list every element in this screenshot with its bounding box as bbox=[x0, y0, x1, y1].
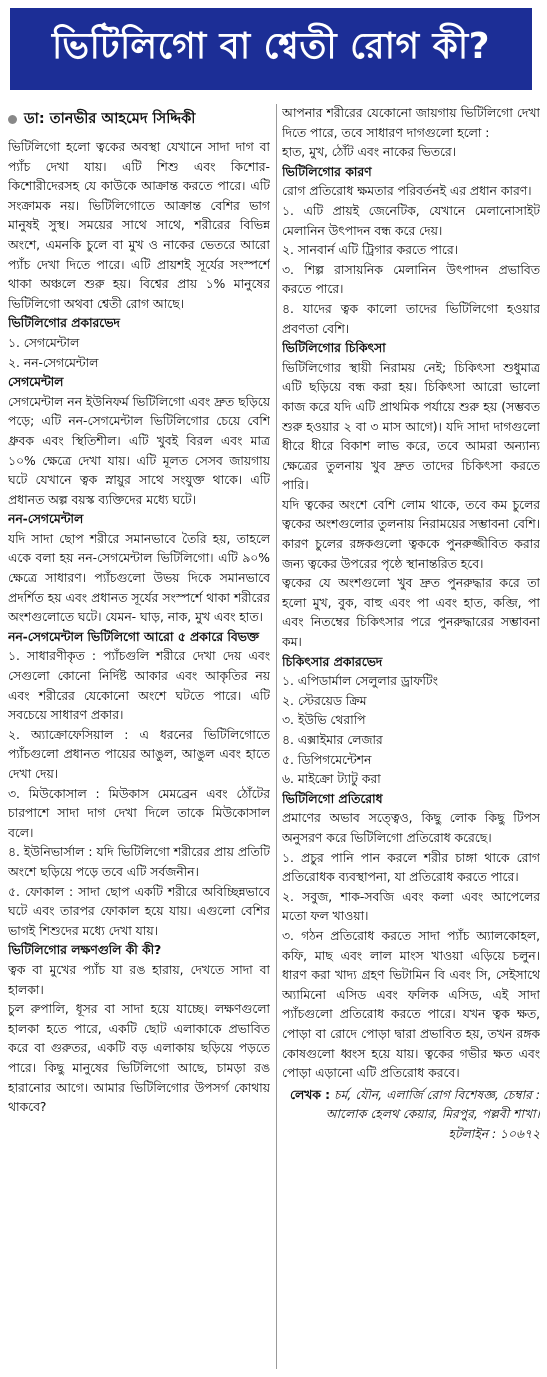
list-item: ৩. ইউভি থেরাপি bbox=[282, 713, 366, 728]
right-column-body bbox=[282, 104, 540, 1084]
paragraph: যদি ত্বকের অংশে বেশি লোম থাকে, তবে কম চুলের ত্বকের অংশগুলোর তুলনায় নিরাময়ের সম্ভাবনা বেশি। কারণ চুলের রঙ্গকগুলো ত্বককে পুনরুজ্জীবিত করার জন্য ত্বকের উপরের পৃষ্ঠে স্থানান্তরিত হবে। bbox=[282, 497, 540, 571]
paragraph: সেগমেন্টাল নন ইউনিফর্ম ভিটিলিগো এবং দ্রুত ছড়িয়ে পড়ে; এটি নন-সেগমেন্টাল ভিটিলিগোর চেয়ে বেশি ধ্রুবক এবং স্থিতিশীল। এটি খুবই বিরল এবং মাত্র ১০% ক্ষেত্রে দেখা যায়। এটি মূলত সেসব জায়গায় ঘটে যেখানে ত্বক স্নায়ুর সাথে সংযুক্ত থাকে। এটি প্রধানত অল্প বয়স্ক ব্যক্তিদের মধ্যে ঘটে। bbox=[8, 394, 270, 507]
credit-text: চর্ম, যৌন, এলার্জি রোগ বিশেষজ্ঞ, চেম্বার : আলোক হেলথ কেয়ার, মিরপুর, পল্লবী শাখা। bbox=[325, 1087, 540, 1122]
section-heading: ভিটিলিগোর লক্ষণগুলি কী কী? bbox=[8, 943, 162, 958]
paragraph: ভিটিলিগো হলো ত্বকের অবস্থা যেখানে সাদা দাগ বা প্যাঁচ দেখা যায়। এটি শিশু এবং কিশোর-কিশোরীদেরসহ যে কাউকে আক্রান্ত করতে পারে। এটি সংক্রামক নয়। ভিটিলিগোতে আক্রান্ত বেশির ভাগ মানুষই সুস্থ। সময়ের সাথে সাথে, শরীরের বিভিন্ন অংশে, এমনকি চুলে বা মুখ ও নাকের ভেতরে আরো প্যাঁচ দেখা দিতে পারে। এটি প্রায়শই সূর্যের সংস্পর্শে থাকা অঞ্চলে শুরু হয়। বিশ্বের প্রায় ১% মানুষের ভিটিলিগো অথবা শ্বেতী রোগ আছে। bbox=[8, 140, 270, 311]
paragraph: ২. সবুজ, শাক-সবজি এবং কলা এবং আপেলের মতো ফল খাওয়া। bbox=[282, 889, 540, 924]
paragraph: রোগ প্রতিরোধ ক্ষমতার পরিবর্তনই এর প্রধান কারণ। bbox=[282, 184, 532, 199]
right-column bbox=[282, 104, 540, 1374]
paragraph: আপনার শরীরের যেকোনো জায়গায় ভিটিলিগো দেখা দিতে পারে, তবে সাধারণ দাগগুলো হলো : bbox=[282, 106, 540, 140]
left-column-body bbox=[8, 138, 270, 1118]
paragraph: যদি সাদা ছোপ শরীরে সমানভাবে তৈরি হয়, তাহলে একে বলা হয় নন-সেগমেন্টাল ভিটিলিগো। এটি ৯০% ক্ষেত্রে সাধারণ। প্যাঁচগুলো উভয় দিকে সমানভাবে প্রদর্শিত হয় এবং প্রধানত সূর্যের সংস্পর্শে থাকা শরীরের অংশগুলোতে ঘটে। যেমন- ঘাড়, নাক, মুখ এবং হাত। bbox=[8, 531, 270, 625]
paragraph: ২. সানবার্ন এটি ট্রিগার করতে পারে। bbox=[282, 243, 458, 258]
list-item: ২. স্টেরয়েড ক্রিম bbox=[282, 693, 367, 708]
left-column bbox=[8, 104, 270, 1374]
paragraph: ২. অ্যাক্রোফেসিয়াল : এ ধরনের ভিটিলিগোতে প্যাঁচগুলো প্রধানত পায়ের আঙুল, আঙুল এবং হাতে দেখা দেয়। bbox=[8, 727, 270, 781]
paragraph: প্রমাণের অভাব সত্ত্বেও, কিছু লোক কিছু টিপস অনুসরণ করে ভিটিলিগো প্রতিরোধ করেছে। bbox=[282, 811, 540, 845]
column-divider bbox=[276, 104, 277, 1369]
credit-label: লেখক : bbox=[290, 1087, 331, 1102]
article-title: ভিটিলিগো বা শ্বেতী রোগ কী? bbox=[51, 26, 491, 67]
paragraph: ৪. ইউনিভার্সাল : যদি ভিটিলিগো শরীরের প্রায় প্রতিটি অংশে ছড়িয়ে পড়ে তবে এটি সর্বজনীন। bbox=[8, 845, 270, 879]
section-heading: ভিটিলিগো প্রতিরোধ bbox=[282, 791, 383, 806]
paragraph: ১. প্রচুর পানি পান করলে শরীর চাঙ্গা থাকে রোগ প্রতিরোধক ব্যবস্থাপনা, যা প্রতিরোধ করতে পারে। bbox=[282, 850, 540, 885]
paragraph: চুল রুপালি, ধূসর বা সাদা হয়ে যাচ্ছে। লক্ষণগুলো হালকা হতে পারে, একটি ছোট এলাকাকে প্রভাবিত করে বা গুরুতর, একটি বড় এলাকায় ছড়িয়ে পড়তে পারে। কিছু মানুষের ভিটিলিগো আছে, চামড়া রঙ হারানোর আগে। আমার ভিটিলিগোর উপসর্গ কোথায় থাকবে? bbox=[8, 1002, 270, 1115]
list-item: ২. নন-সেগমেন্টাল bbox=[8, 355, 99, 370]
title-banner bbox=[10, 8, 532, 90]
list-item: ৬. মাইক্রো ট্যাটু করা bbox=[282, 772, 381, 787]
section-heading: চিকিৎসার প্রকারভেদ bbox=[282, 654, 383, 669]
list-item: ৫. ডিপিগমেন্টেশন bbox=[282, 752, 372, 767]
paragraph: ত্বক বা মুখের প্যাঁচ যা রঙ হারায়, দেখতে সাদা বা হালকা। bbox=[8, 962, 270, 997]
author-name: ডা: তানভীর আহমেদ সিদ্দিকী bbox=[24, 111, 196, 127]
section-heading: ভিটিলিগোর কারণ bbox=[282, 164, 372, 179]
section-heading: সেগমেন্টাল bbox=[8, 375, 64, 390]
paragraph: হাত, মুখ, ঠোঁট এবং নাকের ভিতরে। bbox=[282, 145, 457, 160]
paragraph: ১. সাধারণীকৃত : প্যাঁচগুলি শরীরে দেখা দেয় এবং সেগুলো কোনো নির্দিষ্ট আকার এবং আকৃতির নয় এবং শরীরের যেকোনো অংশে ঘটতে পারে। এটি সবচেয়ে সাধারণ প্রকার। bbox=[8, 649, 270, 723]
paragraph: ত্বকের যে অংশগুলো খুব দ্রুত পুনরুদ্ধার করে তা হলো মুখ, বুক, বাহু এবং পা এবং হাত, কব্জি, পা এবং নিতম্বের চিকিৎসার পরে পুনরুদ্ধারের সম্ভাবনা কম। bbox=[282, 576, 540, 650]
section-heading: নন-সেগমেন্টাল bbox=[8, 512, 84, 527]
author-credit bbox=[282, 1086, 540, 1145]
paragraph: ৪. যাদের ত্বক কালো তাদের ভিটিলিগো হওয়ার প্রবণতা বেশি। bbox=[282, 301, 540, 336]
bullet-icon bbox=[8, 115, 17, 124]
paragraph: ৩. গঠন প্রতিরোধ করতে সাদা প্যাঁচ অ্যালকোহল, কফি, মাছ এবং লাল মাংস খাওয়া এড়িয়ে চলুন। ধারণ করা খাদ্য গ্রহণ ভিটামিন বি এবং সি, সেইসাথে অ্যামিনো এসিড এবং ফলিক এসিড, এই সাদা প্যাঁচগুলো প্রতিরোধ করতে পারে। যখন ত্বক ক্ষত, পোড়া বা রোদে পোড়া দ্বারা প্রভাবিত হয়, তখন রঙ্গক কোষগুলো ধ্বংস হয়ে যায়। ত্বকের গভীর ক্ষত এবং পোড়া এড়ানো এটি প্রতিরোধ করবে। bbox=[282, 928, 540, 1081]
author-line bbox=[8, 108, 270, 130]
paragraph: ৫. ফোকাল : সাদা ছোপ একটি শরীরে অবিচ্ছিন্নভাবে ঘটে এবং তারপর ফোকাল হয়ে যায়। এগুলো বেশির ভাগই শিশুদের মধ্যে দেখা যায়। bbox=[8, 884, 270, 938]
section-heading: নন-সেগমেন্টাল ভিটিলিগো আরো ৫ প্রকারে বিভক্ত bbox=[8, 629, 259, 644]
paragraph: ভিটিলিগোর স্থায়ী নিরাময় নেই; চিকিৎসা শুধুমাত্র এটি ছড়িয়ে বন্ধ করা হয়। চিকিৎসা আরো ভালো কাজ করে যদি এটি প্রাথমিক পর্যায়ে শুরু হয় (সম্ভবত শুরু হওয়ার ২ বা ৩ মাস আগে)। যদি সাদা দাগগুলো ধীরে ধীরে বিকাশ লাভ করে, তবে আমরা অন্যান্য ক্ষেত্রের তুলনায় খুব দ্রুত তাদের চিকিৎসা করতে পারি। bbox=[282, 360, 540, 493]
section-heading: ভিটিলিগোর চিকিৎসা bbox=[282, 341, 386, 356]
paragraph: ৩. শিল্প রাসায়নিক মেলানিন উৎপাদন প্রভাবিত করতে পারে। bbox=[282, 262, 540, 297]
list-item: ১. এপিডার্মাল সেলুলার ড্রাফটিং bbox=[282, 674, 438, 689]
list-item: ১. সেগমেন্টাল bbox=[8, 335, 80, 350]
paragraph: ১. এটি প্রায়ই জেনেটিক, যেখানে মেলানোসাইট মেলানিন উৎপাদন বন্ধ করে দেয়। bbox=[282, 203, 540, 238]
list-item: ৪. এক্সাইমার লেজার bbox=[282, 733, 383, 747]
section-heading: ভিটিলিগোর প্রকারভেদ bbox=[8, 316, 120, 331]
hotline: হটলাইন : ১০৬৭২ bbox=[448, 1126, 540, 1141]
paragraph: ৩. মিউকোসাল : মিউকাস মেমব্রেন এবং ঠোঁটের চারপাশে সাদা দাগ দেখা দিলে তাকে মিউকোসাল বলে। bbox=[8, 786, 270, 840]
